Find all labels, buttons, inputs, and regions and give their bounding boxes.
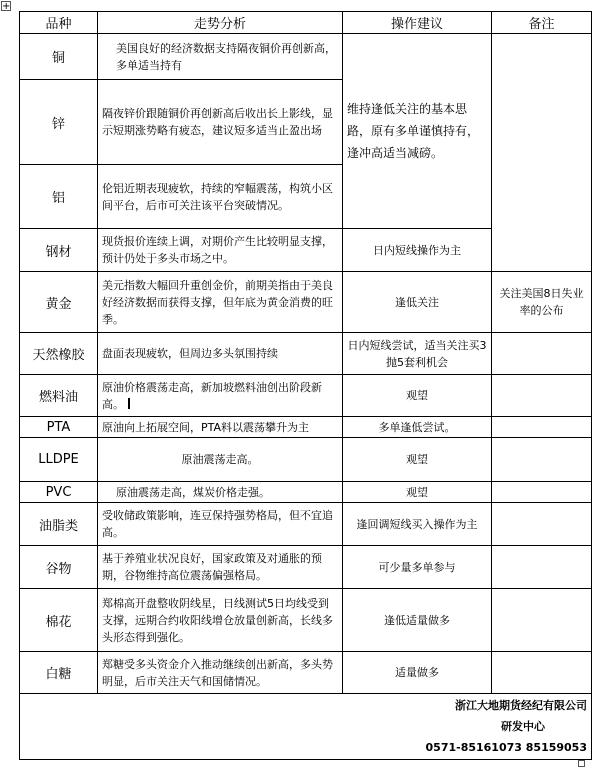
variety-cell: 白糖	[20, 652, 98, 694]
market-analysis-table	[19, 11, 592, 760]
advice-cell: 观望	[343, 482, 492, 503]
analysis-cell: 美国良好的经济数据支持隔夜铜价再创新高，多单适当持有	[98, 34, 343, 80]
variety-cell: 谷物	[20, 546, 98, 589]
variety-cell: PVC	[20, 482, 98, 503]
advice-cell: 适量做多	[343, 652, 492, 694]
footer-row	[20, 694, 592, 760]
variety-cell: 燃料油	[20, 375, 98, 417]
analysis-cell: 美元指数大幅回升重创金价，前期美指由于美良好经济数据而获得支撑，但年底为黄金消费的旺季。	[98, 272, 343, 333]
analysis-cell: 盘面表现疲软，但周边多头氛围持续	[98, 333, 343, 375]
table-row	[20, 482, 592, 503]
analysis-cell: 原油震荡走高。	[98, 438, 343, 482]
variety-cell: 棉花	[20, 589, 98, 652]
header-note: 备注	[492, 12, 592, 34]
text-cursor	[128, 398, 130, 409]
table-row	[20, 438, 592, 482]
table-move-handle[interactable]: +	[2, 1, 11, 12]
note-cell	[492, 375, 592, 417]
header-variety: 品种	[20, 12, 98, 34]
variety-cell: 天然橡胶	[20, 333, 98, 375]
note-cell	[492, 34, 592, 272]
analysis-cell: 原油震荡走高，煤炭价格走强。	[98, 482, 343, 503]
advice-cell: 逢低适量做多	[343, 589, 492, 652]
table-resize-handle[interactable]	[578, 760, 585, 767]
note-cell	[492, 438, 592, 482]
footer-cell	[20, 694, 592, 760]
advice-cell: 日内短线操作为主	[343, 229, 492, 272]
table-row	[20, 333, 592, 375]
variety-cell: 锌	[20, 80, 98, 165]
analysis-cell: 伦铝近期表现疲软，持续的窄幅震荡，构筑小区间平台，后市可关注该平台突破情况。	[98, 165, 343, 229]
header-analysis: 走势分析	[98, 12, 343, 34]
advice-cell: 可少量多单参与	[343, 546, 492, 589]
table-row	[20, 589, 592, 652]
table-row	[20, 503, 592, 546]
table-row	[20, 375, 592, 417]
analysis-cell: 现货报价连续上调，对期价产生比较明显支撑，预计仍处于多头市场之中。	[98, 229, 343, 272]
analysis-cell: 隔夜锌价跟随铜价再创新高后收出长上影线，显示短期涨势略有疲态，建议短多适当止盈出场	[98, 80, 343, 165]
analysis-cell: 基于养殖业状况良好，国家政策及对通胀的预期，谷物维持高位震荡偏强格局。	[98, 546, 343, 589]
note-cell	[492, 333, 592, 375]
note-cell: 关注美国8日失业率的公布	[492, 272, 592, 333]
shared-advice-cell: 维持逢低关注的基本思路，原有多单谨慎持有，逢冲高适当减磅。	[343, 34, 492, 229]
header-advice: 操作建议	[343, 12, 492, 34]
table-row	[20, 417, 592, 438]
variety-cell: 钢材	[20, 229, 98, 272]
department-name: 研发中心	[501, 720, 545, 733]
table-row	[20, 546, 592, 589]
advice-cell: 多单逢低尝试。	[343, 417, 492, 438]
analysis-cell: 原油向上拓展空间，PTA料以震荡攀升为主	[98, 417, 343, 438]
company-name: 浙江大地期货经纪有限公司	[455, 699, 587, 712]
advice-cell: 观望	[343, 375, 492, 417]
note-cell	[492, 546, 592, 589]
advice-cell: 日内短线尝试，适当关注买3抛5套利机会	[343, 333, 492, 375]
analysis-cell: 郑棉高开盘整收阴线星，日线测试5日均线受到支撑，远期合约收阳线增仓放量创新高，长线多头形态得到强化。	[98, 589, 343, 652]
advice-cell: 观望	[343, 438, 492, 482]
variety-cell: 油脂类	[20, 503, 98, 546]
table-row	[20, 652, 592, 694]
phone-numbers: 0571-85161073 85159053	[425, 741, 587, 754]
advice-cell: 逢低关注	[343, 272, 492, 333]
header-row	[20, 12, 592, 34]
variety-cell: PTA	[20, 417, 98, 438]
table-row	[20, 272, 592, 333]
note-cell	[492, 589, 592, 652]
analysis-text: 原油价格震荡走高，新加坡燃料油创出阶段新高。	[102, 380, 322, 411]
note-cell	[492, 482, 592, 503]
note-cell	[492, 503, 592, 546]
analysis-cell: 受收储政策影响，连豆保持强势格局，但不宜追高。	[98, 503, 343, 546]
variety-cell: 铜	[20, 34, 98, 80]
note-cell	[492, 652, 592, 694]
variety-cell: 铝	[20, 165, 98, 229]
analysis-cell: 郑糖受多头资金介入推动继续创出新高，多头势明显，后市关注天气和国储情况。	[98, 652, 343, 694]
analysis-cell	[98, 375, 343, 417]
note-cell	[492, 417, 592, 438]
table-row	[20, 34, 592, 80]
variety-cell: LLDPE	[20, 438, 98, 482]
variety-cell: 黄金	[20, 272, 98, 333]
advice-cell: 逢回调短线买入操作为主	[343, 503, 492, 546]
